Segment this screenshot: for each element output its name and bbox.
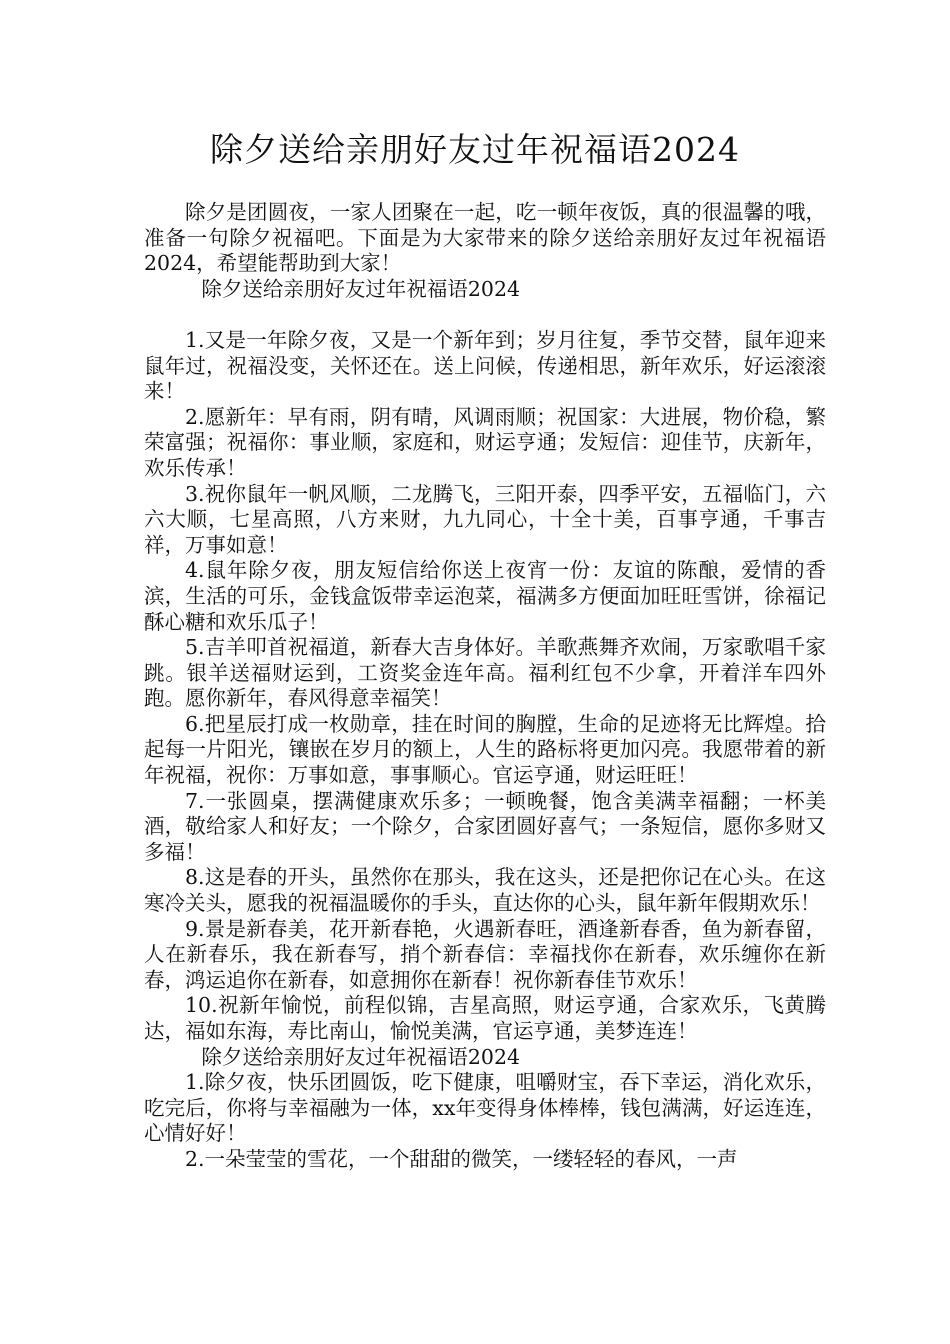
wish-paragraph: 1.又是一年除夕夜，又是一个新年到；岁月往复，季节交替，鼠年迎来鼠年过，祝福没变，关怀还在。送上问候，传递相思，新年欢乐，好运滚滚来！: [144, 327, 826, 404]
wish-paragraph: 6.把星辰打成一枚勋章，挂在时间的胸膛，生命的足迹将无比辉煌。拾起每一片阳光，镶嵌在岁月的额上，人生的路标将更加闪亮。我愿带着的新年祝福，祝你：万事如意，事事顺心。官运亨通，财运旺旺！: [144, 711, 826, 788]
wish-paragraph: 5.吉羊叩首祝福道，新春大吉身体好。羊歌燕舞齐欢闹，万家歌唱千家跳。银羊送福财运到，工资奖金连年高。福利红包不少拿，开着洋车四外跑。愿你新年，春风得意幸福笑！: [144, 635, 826, 711]
wish-paragraph: 1.除夕夜，快乐团圆饭，吃下健康，咀嚼财宝，吞下幸运，消化欢乐，吃完后，你将与幸福融为一体，xx年变得身体棒棒，钱包满满，好运连连，心情好好！: [144, 1070, 826, 1146]
document-body: [144, 200, 826, 1173]
wish-paragraph: 8.这是春的开头，虽然你在那头，我在这头，还是把你记在心头。在这寒冷关头，愿我的祝福温暖你的手头，直达你的心头，鼠年新年假期欢乐！: [144, 865, 826, 916]
wish-paragraph: 10.祝新年愉悦，前程似锦，吉星高照，财运亨通，合家欢乐，飞黄腾达，福如东海，寿比南山，愉悦美满，官运亨通，美梦连连！: [144, 993, 826, 1043]
wish-paragraph: 2.愿新年：早有雨，阴有晴，风调雨顺；祝国家：大进展，物价稳，繁荣富强；祝福你：事业顺，家庭和，财运亨通；发短信：迎佳节，庆新年，欢乐传承！: [144, 404, 826, 480]
wish-paragraph: 7.一张圆桌，摆满健康欢乐多；一顿晚餐，饱含美满幸福翻；一杯美酒，敬给家人和好友；一个除夕，合家团圆好喜气；一条短信，愿你多财又多福！: [144, 788, 826, 864]
wish-paragraph: 9.景是新春美，花开新春艳，火遇新春旺，酒逢新春香，鱼为新春留，人在新春乐，我在新春写，捎个新春信：幸福找你在新春，欢乐缠你在新春，鸿运追你在新春，如意拥你在新春！祝你新春佳节欢乐！: [144, 916, 826, 992]
wish-paragraph: 4.鼠年除夕夜，朋友短信给你送上夜宵一份：友谊的陈酿，爱情的香滨，生活的可乐，金钱盒饭带幸运泡菜，福满多方便面加旺旺雪饼，徐福记酥心糖和欢乐瓜子！: [144, 558, 826, 634]
section-title: 除夕送给亲朋好友过年祝福语2024: [201, 276, 521, 301]
document-title: 除夕送给亲朋好友过年祝福语2024: [210, 130, 740, 169]
wish-paragraph: 2.一朵莹莹的雪花，一个甜甜的微笑，一缕轻轻的春风，一声: [185, 1146, 738, 1171]
wish-paragraph: 3.祝你鼠年一帆风顺，二龙腾飞，三阳开泰，四季平安，五福临门，六六大顺，七星高照，八方来财，九九同心，十全十美，百事亨通，千事吉祥，万事如意！: [144, 481, 826, 557]
section-title: 除夕送给亲朋好友过年祝福语2024: [201, 1044, 521, 1069]
intro-paragraph: 除夕是团圆夜，一家人团聚在一起，吃一顿年夜饭，真的很温馨的哦，准备一句除夕祝福吧。下面是为大家带来的除夕送给亲朋好友过年祝福语2024，希望能帮助到大家！: [144, 200, 826, 276]
